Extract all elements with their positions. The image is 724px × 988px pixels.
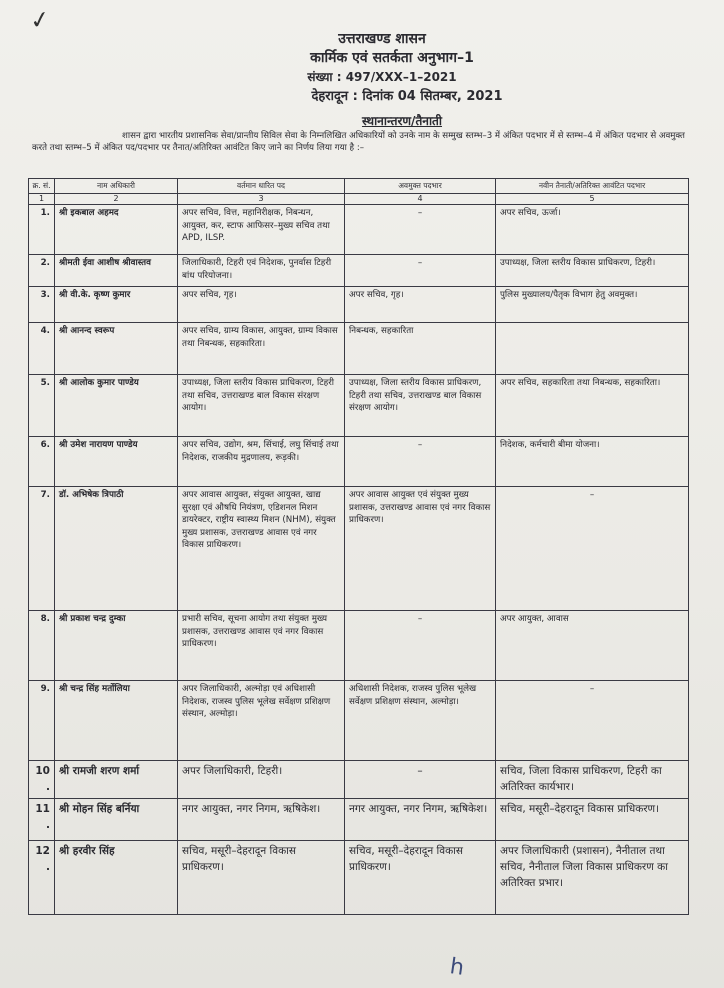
subject-heading: स्थानान्तरण/तैनाती: [361, 114, 443, 128]
name-cell: डॉ. अभिषेक त्रिपाठी: [55, 487, 178, 611]
govt-title: उत्तराखण्ड शासन: [338, 31, 426, 47]
serial-cell: 9.: [29, 681, 55, 761]
serial-cell: 6.: [29, 437, 55, 487]
name-cell: श्री उमेश नारायण पाण्डेय: [55, 437, 178, 487]
new-post-cell: –: [496, 681, 689, 761]
name-cell: श्री रामजी शरण शर्मा: [55, 761, 178, 799]
handwritten-check-mark: ✓: [27, 4, 53, 36]
relieved-cell: –: [345, 205, 496, 255]
table-row: [29, 487, 689, 611]
name-cell: श्री मोहन सिंह बर्निया: [55, 799, 178, 841]
table-row: [29, 205, 689, 255]
relieved-cell: अधिशासी निदेशक, राजस्व पुलिस भूलेख सर्वेक्षण प्रशिक्षण संस्थान, अल्मोड़ा।: [345, 681, 496, 761]
serial-cell: 1.: [29, 205, 55, 255]
current-post-cell: उपाध्यक्ष, जिला स्तरीय विकास प्राधिकरण, टिहरी तथा सचिव, उत्तराखण्ड बाल विकास संरक्षण आयोग।: [178, 375, 345, 437]
table-row: [29, 375, 689, 437]
relieved-cell: अपर सचिव, गृह।: [345, 287, 496, 323]
new-post-cell: अपर सचिव, ऊर्जा।: [496, 205, 689, 255]
serial-cell: 7.: [29, 487, 55, 611]
new-post-cell: सचिव, मसूरी–देहरादून विकास प्राधिकरण।: [496, 799, 689, 841]
current-post-cell: नगर आयुक्त, नगर निगम, ऋषिकेश।: [178, 799, 345, 841]
serial-cell: 2.: [29, 255, 55, 287]
current-post-cell: अपर जिलाधिकारी, टिहरी।: [178, 761, 345, 799]
header-cell: नाम अधिकारी: [55, 179, 178, 194]
relieved-cell: निबन्धक, सहकारिता: [345, 323, 496, 375]
new-post-cell: उपाध्यक्ष, जिला स्तरीय विकास प्राधिकरण, टिहरी।: [496, 255, 689, 287]
name-cell: श्री इकबाल अहमद: [55, 205, 178, 255]
header-cell: अवमुक्त पदभार: [345, 179, 496, 194]
current-post-cell: अपर सचिव, गृह।: [178, 287, 345, 323]
table-row: [29, 287, 689, 323]
table-row: [29, 611, 689, 681]
column-number: 3: [178, 194, 345, 205]
serial-cell: 5.: [29, 375, 55, 437]
new-post-cell: अपर आयुक्त, आवास: [496, 611, 689, 681]
new-post-cell: निदेशक, कर्मचारी बीमा योजना।: [496, 437, 689, 487]
column-number: 5: [496, 194, 689, 205]
new-post-cell: अपर जिलाधिकारी (प्रशासन), नैनीताल तथा सचिव, नैनीताल जिला विकास प्राधिकरण का अतिरिक्त प्रभार।: [496, 841, 689, 915]
current-post-cell: अपर सचिव, ग्राम्य विकास, आयुक्त, ग्राम्य विकास तथा निबन्धक, सहकारिता।: [178, 323, 345, 375]
current-post-cell: अपर सचिव, उद्योग, श्रम, सिंचाई, लघु सिंचाई तथा निदेशक, राजकीय मुद्रणालय, रूड़की।: [178, 437, 345, 487]
transfer-table: [28, 178, 689, 915]
table-header-row: [29, 179, 689, 194]
relieved-cell: –: [345, 255, 496, 287]
order-date: देहरादून : दिनांक 04 सितम्बर, 2021: [311, 89, 503, 104]
current-post-cell: प्रभारी सचिव, सूचना आयोग तथा संयुक्त मुख्य प्रशासक, उत्तराखण्ड आवास एवं नगर विकास प्राधिकरण।: [178, 611, 345, 681]
order-number: संख्या : 497/XXX–1–2021: [307, 70, 457, 84]
current-post-cell: जिलाधिकारी, टिहरी एवं निदेशक, पुनर्वास टिहरी बांध परियोजना।: [178, 255, 345, 287]
serial-cell: 3.: [29, 287, 55, 323]
name-cell: श्री हरवीर सिंह: [55, 841, 178, 915]
name-cell: श्री आलोक कुमार पाण्डेय: [55, 375, 178, 437]
current-post-cell: अपर जिलाधिकारी, अल्मोड़ा एवं अधिशासी निदेशक, राजस्व पुलिस भूलेख सर्वेक्षण प्रशिक्षण संस्थान, अल्मोड़ा।: [178, 681, 345, 761]
new-post-cell: सचिव, जिला विकास प्राधिकरण, टिहरी का अतिरिक्त कार्यभार।: [496, 761, 689, 799]
name-cell: श्री आनन्द स्वरूप: [55, 323, 178, 375]
relieved-cell: –: [345, 611, 496, 681]
table-row: [29, 841, 689, 915]
relieved-cell: –: [345, 437, 496, 487]
serial-cell: 12.: [29, 841, 55, 915]
table-row: [29, 437, 689, 487]
serial-cell: 8.: [29, 611, 55, 681]
relieved-cell: नगर आयुक्त, नगर निगम, ऋषिकेश।: [345, 799, 496, 841]
serial-cell: 11.: [29, 799, 55, 841]
table-row: [29, 761, 689, 799]
new-post-cell: पुलिस मुख्यालय/पैतृक विभाग हेतु अवमुक्त।: [496, 287, 689, 323]
intro-paragraph: शासन द्वारा भारतीय प्रशासनिक सेवा/प्रान्तीय सिविल सेवा के निम्नलिखित अधिकारियों को उनके नाम के सम्मुख स्तम्भ–3 में अंकित पदभार में से स्तम्भ–4 में अंकित पदभार से अवमुक्त करते तथा स्तम्भ–5 में अंकित पद/पदभार पर तैनात/अतिरिक्त आवंटित किए जाने का निर्णय लिया गया है :–: [32, 131, 685, 153]
table-row: [29, 323, 689, 375]
header-cell: क्र. सं.: [29, 179, 55, 194]
column-number-row: [29, 194, 689, 205]
relieved-cell: अपर आवास आयुक्त एवं संयुक्त मुख्य प्रशासक, उत्तराखण्ड आवास एवं नगर विकास प्राधिकरण।: [345, 487, 496, 611]
name-cell: श्रीमती ईवा आशीष श्रीवास्तव: [55, 255, 178, 287]
name-cell: श्री चन्द्र सिंह मर्तोलिया: [55, 681, 178, 761]
new-post-cell: –: [496, 487, 689, 611]
relieved-cell: सचिव, मसूरी–देहरादून विकास प्राधिकरण।: [345, 841, 496, 915]
current-post-cell: अपर आवास आयुक्त, संयुक्त आयुक्त, खाद्य सुरक्षा एवं औषधि नियंत्रण, एडिशनल मिशन डायरेक्टर, राष्ट्रीय स्वास्थ्य मिशन (NHM), संयुक्त मुख्य प्रशासक, उत्तराखण्ड आवास एवं नगर विकास प्राधिकरण।: [178, 487, 345, 611]
serial-cell: 10.: [29, 761, 55, 799]
header-cell: वर्तमान धारित पद: [178, 179, 345, 194]
signature-mark: h: [448, 954, 466, 981]
column-number: 2: [55, 194, 178, 205]
table-row: [29, 255, 689, 287]
column-number: 1: [29, 194, 55, 205]
serial-cell: 4.: [29, 323, 55, 375]
table-row: [29, 799, 689, 841]
relieved-cell: –: [345, 761, 496, 799]
new-post-cell: अपर सचिव, सहकारिता तथा निबन्धक, सहकारिता।: [496, 375, 689, 437]
current-post-cell: अपर सचिव, वित्त, महानिरीक्षक, निबन्धन, आयुक्त, कर, स्टाफ आफिसर–मुख्य सचिव तथा APD, ILSP.: [178, 205, 345, 255]
letter-header: [0, 30, 724, 106]
name-cell: श्री वी.के. कृष्ण कुमार: [55, 287, 178, 323]
header-cell: नवीन तैनाती/अतिरिक्त आवंटित पदभार: [496, 179, 689, 194]
table-row: [29, 681, 689, 761]
department-title: कार्मिक एवं सतर्कता अनुभाग–1: [310, 50, 474, 66]
column-number: 4: [345, 194, 496, 205]
name-cell: श्री प्रकाश चन्द्र दुम्का: [55, 611, 178, 681]
new-post-cell: [496, 323, 689, 375]
current-post-cell: सचिव, मसूरी–देहरादून विकास प्राधिकरण।: [178, 841, 345, 915]
relieved-cell: उपाध्यक्ष, जिला स्तरीय विकास प्राधिकरण, टिहरी तथा सचिव, उत्तराखण्ड बाल विकास संरक्षण आयोग।: [345, 375, 496, 437]
